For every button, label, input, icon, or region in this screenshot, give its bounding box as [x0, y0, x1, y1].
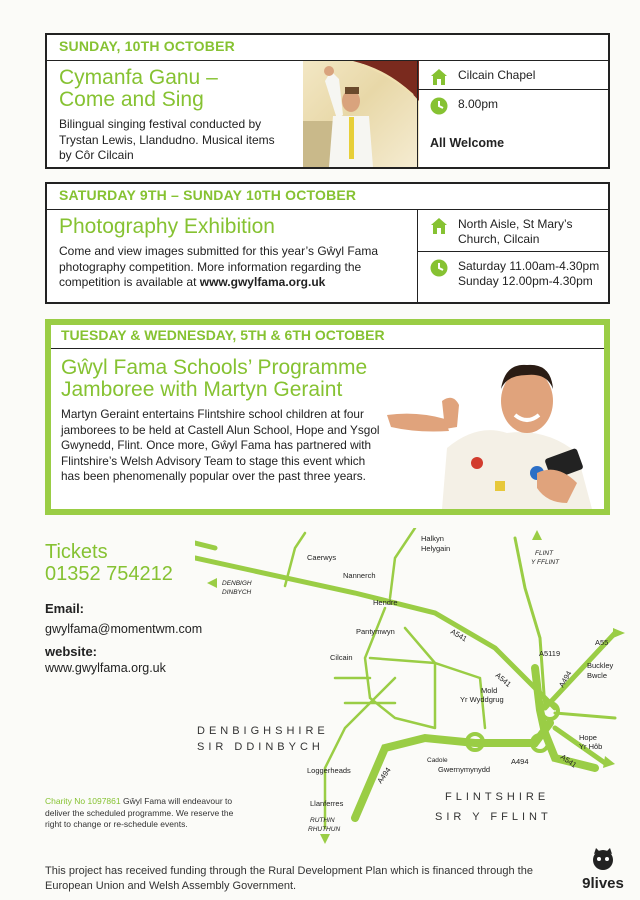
event-date: TUESDAY & WEDNESDAY, 5TH & 6TH OCTOBER [51, 325, 604, 349]
event-title: Photography Exhibition [59, 215, 275, 238]
place-halkyn: Halkyn [421, 534, 444, 543]
event-time [418, 90, 608, 130]
logo-text: 9lives [582, 875, 624, 892]
event-time-line: Saturday 11.00am-4.30pm [458, 259, 600, 273]
charity-number: Charity No 1097861 [45, 796, 121, 806]
place-denbigh: DENBIGH [222, 580, 252, 587]
clock-icon [430, 97, 448, 115]
place-mold: Mold [481, 686, 498, 695]
charity-text: Gŵyl Fama will endeavour to deliver the scheduled programme. We reserve the right to change or re-schedule events. [45, 796, 234, 829]
road-minor-2 [335, 628, 435, 703]
road-label-a541: A541 [558, 752, 579, 770]
event-card-jamboree [45, 319, 610, 515]
place-hendre: Hendre [373, 598, 398, 607]
place-helygain: Helygain [421, 544, 451, 553]
event-title [59, 67, 290, 111]
event-card-cymanfa [45, 33, 610, 169]
event-venue-line: North Aisle, St Mary’s [458, 217, 573, 231]
arrow-denbigh [207, 578, 217, 588]
region-denbighshire: DENBIGHSHIRE [197, 725, 329, 737]
event-venue-text: Cilcain Chapel [458, 68, 536, 82]
event-venue [418, 61, 608, 87]
place-cadole: Cadole [427, 757, 448, 764]
event-title-line: Gŵyl Fama Schools’ Programme [61, 356, 368, 379]
place-gwernymynydd: Gwernymynydd [438, 765, 491, 774]
place-yr-wyddgrug: Yr Wyddgrug [460, 695, 504, 704]
arrow-ruthin [320, 834, 330, 844]
event-card-photography [45, 182, 610, 304]
road-north [285, 528, 415, 598]
house-icon [430, 217, 448, 235]
event-description: Bilingual singing festival conducted by Trystan Lewis, Llandudno. Musical items by Côr Cilcain [59, 117, 275, 162]
event-title-line: Cymanfa Ganu – [59, 66, 218, 89]
road-label-a5119: A5119 [539, 649, 561, 658]
place-dinbych: DINBYCH [222, 589, 252, 596]
place-nannerch: Nannerch [343, 571, 376, 580]
event-venue-line: Church, Cilcain [458, 232, 540, 246]
place-hope: Hope [579, 733, 597, 742]
place-llanferres: Llanferres [310, 799, 344, 808]
event-time [418, 252, 608, 289]
event-time-text: 8.00pm [458, 97, 499, 111]
road-label-a494: A494 [511, 757, 529, 766]
arrow-hope [603, 756, 615, 768]
place-bwcle: Bwcle [587, 671, 608, 680]
event-title-line: Come and Sing [59, 88, 204, 111]
place-y-fflint: Y FFLINT [531, 559, 560, 566]
road-label-a55: A55 [595, 638, 609, 647]
funding-notice: This project has received funding through the Rural Development Plan which is financed through the European Union and Welsh Assembly Government. [45, 865, 533, 892]
road-label-a541: A541 [449, 626, 469, 644]
map-roads [195, 528, 615, 828]
region-sir-y-fflint: SIR Y FFLINT [435, 811, 552, 823]
road-label-a541: A541 [493, 670, 513, 689]
house-icon [430, 68, 448, 86]
event-title-line: Jamboree with Martyn Geraint [61, 378, 343, 401]
event-time-line: Sunday 12.00pm-4.30pm [458, 274, 593, 288]
place-rhuthun: RHUTHUN [308, 826, 341, 833]
clock-icon [430, 259, 448, 277]
place-pantymwyn: Pantymwyn [356, 627, 395, 636]
email-label: Email: [45, 601, 85, 616]
tickets-phone[interactable]: 01352 754212 [45, 563, 173, 585]
road-minor [365, 608, 485, 728]
area-map [195, 528, 635, 858]
event-title [61, 357, 381, 401]
9lives-logo [578, 848, 628, 892]
place-buckley: Buckley [587, 661, 614, 670]
arrow-flint [532, 530, 542, 540]
event-venue [418, 210, 608, 247]
arrow-a55 [613, 628, 625, 638]
region-flintshire: FLINTSHIRE [445, 791, 550, 803]
region-sir-ddinbych: SIR DDINBYCH [197, 741, 324, 753]
website-link[interactable]: www.gwylfama.org.uk [45, 661, 166, 675]
road-label-a494: A494 [556, 669, 574, 689]
cat-icon [590, 848, 616, 870]
road-label-a494: A494 [375, 765, 393, 786]
place-yr-hob: Yr Hôb [579, 742, 603, 751]
place-caerwys: Caerwys [307, 553, 337, 562]
road-buckley [555, 713, 615, 718]
event-date: SATURDAY 9TH – SUNDAY 10TH OCTOBER [47, 184, 608, 210]
place-flint: FLINT [535, 550, 554, 557]
martyn-geraint-photo [387, 353, 604, 509]
event-description: Martyn Geraint entertains Flintshire school children at four jamborees to be held at Castell Alun School, Hope and Ysgol Gwynedd, Flint. Once more, Gŵyl Fama has partnered with Flintshire’s Welsh Advisory Team to stage this event which has been phenomenally popular over the past three years. [61, 407, 380, 483]
conductor-photo [303, 61, 419, 167]
website-label: website: [45, 644, 98, 659]
website-link[interactable]: www.gwylfama.org.uk [199, 275, 326, 289]
email-link[interactable]: gwylfama@momentwm.com [45, 622, 203, 636]
event-date: SUNDAY, 10TH OCTOBER [47, 35, 608, 61]
place-cilcain: Cilcain [330, 653, 353, 662]
place-loggerheads: Loggerheads [307, 766, 351, 775]
tickets-label: Tickets [45, 541, 108, 563]
event-note: All Welcome [430, 136, 505, 150]
event-description [59, 244, 407, 291]
place-ruthin: RUTHIN [310, 817, 335, 824]
event-description-text: Come and view images submitted for this year’s Gŵyl Fama photography competition. More information regarding the competition is available at [59, 244, 379, 289]
